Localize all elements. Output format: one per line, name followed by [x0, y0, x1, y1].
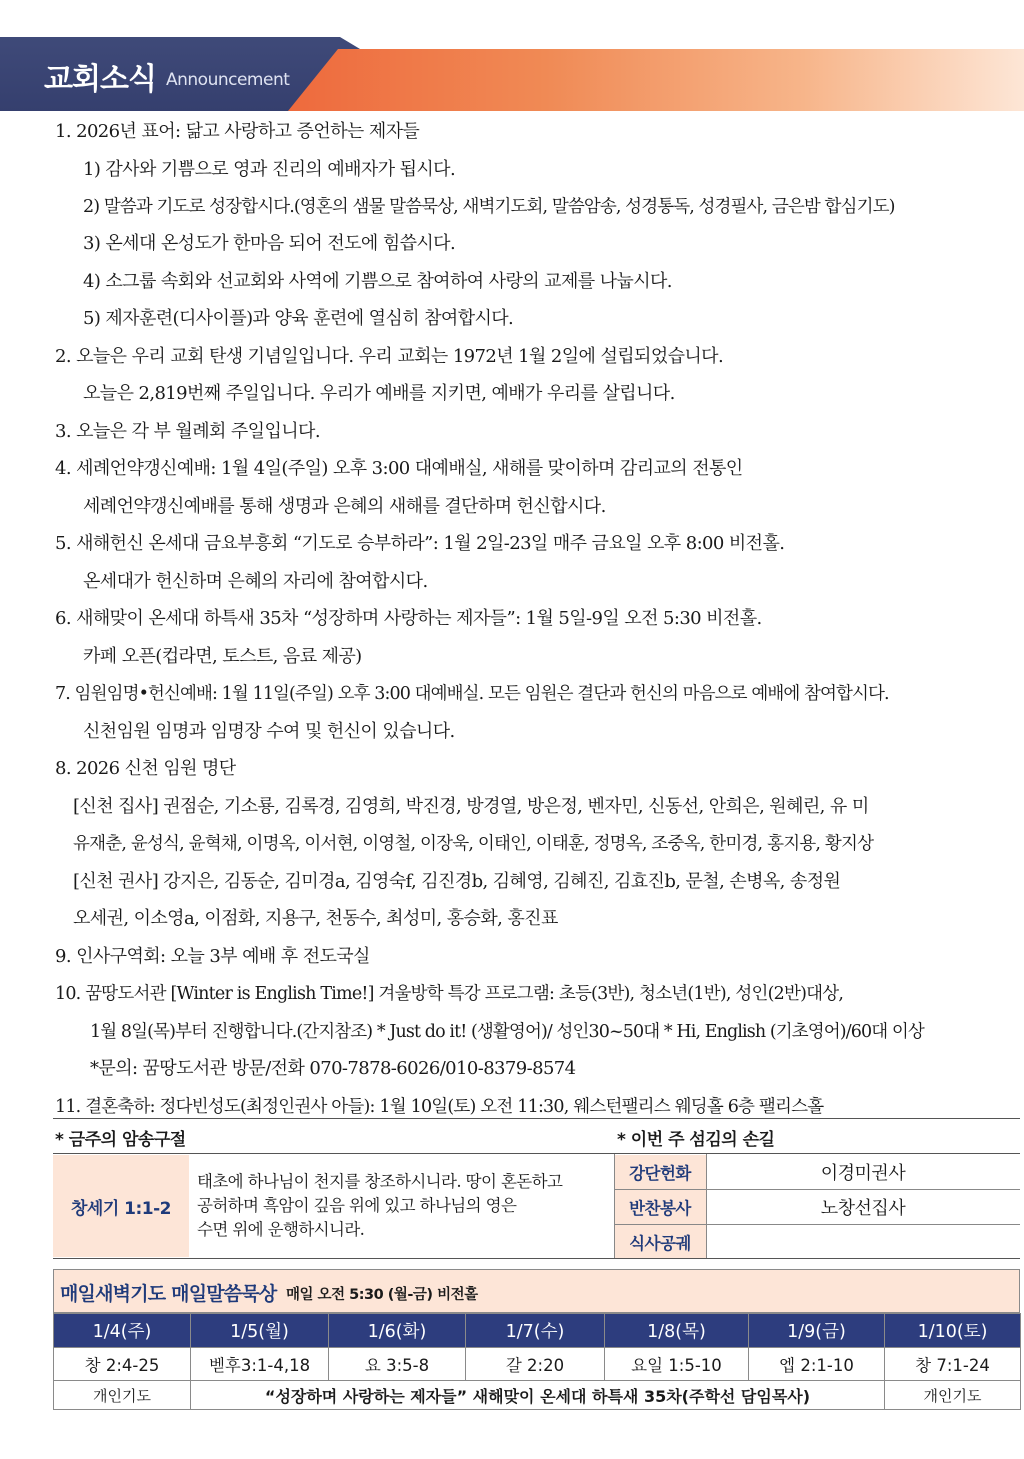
announcement-line: 11. 결혼축하: 정다빈성도(최정인권사 아들): 1월 10일(토) 오전 11:30, 웨스턴팰리스 웨딩홀 6층 팰리스홀	[55, 1097, 824, 1117]
announcement-line: 3. 오늘은 각 부 월례회 주일입니다.	[55, 421, 320, 442]
divider	[53, 1258, 1020, 1259]
announcement-line: 9. 인사구역회: 오늘 3부 예배 후 전도국실	[55, 946, 370, 967]
divider	[53, 1153, 1020, 1154]
verse-text	[197, 1170, 612, 1242]
divider	[53, 1118, 1020, 1119]
announcement-line: 10. 꿈땅도서관 [Winter is English Time!] 겨울방학 특강 프로그램: 초등(3반), 청소년(1반), 성인(2반)대상,	[55, 984, 844, 1004]
announcement-line: 세례언약갱신예배를 통해 생명과 은혜의 새해를 결단하며 헌신합시다.	[83, 496, 606, 517]
scripture-cell: 요 3:5-8	[329, 1348, 466, 1381]
section-subtitle: Announcement	[166, 70, 290, 90]
verse-line: 수면 위에 운행하시니라.	[197, 1220, 365, 1239]
table-border	[614, 1154, 615, 1258]
section-title: 교회소식	[44, 62, 156, 97]
service-name: 이경미권사	[820, 1163, 906, 1184]
day-cell: 1/6(화)	[329, 1314, 466, 1348]
scripture-cell: 창 2:4-25	[54, 1348, 191, 1381]
announcement-line: 오세권, 이소영a, 이점화, 지용구, 천동수, 최성미, 홍승화, 홍진표	[73, 908, 558, 929]
announcement-line: 카페 오픈(컵라면, 토스트, 음료 제공)	[83, 646, 362, 667]
announcement-line: 4. 세례언약갱신예배: 1월 4일(주일) 오후 3:00 대예배실, 새해를 맞이하며 감리교의 전통인	[55, 458, 743, 479]
day-cell: 1/7(수)	[466, 1314, 605, 1348]
announcement-line: 6. 새해맞이 온세대 하특새 35차 “성장하며 사랑하는 제자들”: 1월 5일-9일 오전 5:30 비전홀.	[55, 608, 762, 629]
service-role: 반찬봉사	[614, 1190, 706, 1224]
daily-prayer-schedule: 매일 오전 5:30 (월-금) 비전홀	[286, 1287, 478, 1303]
announcement-line: 유재춘, 윤성식, 윤혁채, 이명옥, 이서현, 이영철, 이장욱, 이태인, 이태훈, 정명옥, 조중옥, 한미경, 홍지용, 황지상	[73, 834, 874, 854]
day-cell: 1/4(주)	[54, 1314, 191, 1348]
announcement-line: 오늘은 2,819번째 주일입니다. 우리가 예배를 지키면, 예배가 우리를 살립니다.	[83, 383, 675, 404]
announcement-line: *문의: 꿈땅도서관 방문/전화 070-7878-6026/010-8379-8574	[90, 1058, 576, 1079]
service-role: 식사공궤	[614, 1225, 706, 1259]
service-name	[706, 1225, 1020, 1259]
scripture-cell: 벧후3:1-4,18	[191, 1348, 329, 1381]
announcement-line: [신천 집사] 권점순, 기소룡, 김록경, 김영희, 박진경, 방경열, 방은정, 벤자민, 신동선, 안희은, 원혜린, 유 미	[73, 796, 869, 817]
announcement-line: 5. 새해헌신 온세대 금요부흥회 “기도로 승부하라”: 1월 2일-23일 매주 금요일 오후 8:00 비전홀.	[55, 533, 785, 554]
scripture-cell: 갈 2:20	[466, 1348, 605, 1381]
day-cell: 1/8(목)	[605, 1314, 749, 1348]
announcement-line: 1월 8일(목)부터 진행합니다.(간지참조) * Just do it! (생활영어)/ 성인30~50대 * Hi, English (기초영어)/60대 이상	[90, 1022, 924, 1042]
scripture-cell: 요일 1:5-10	[605, 1348, 749, 1381]
announcement-line: 2) 말씀과 기도로 성장합시다.(영혼의 샘물 말씀묵상, 새벽기도회, 말씀암송, 성경통독, 성경필사, 금은밤 합심기도)	[83, 197, 895, 217]
table-border	[706, 1154, 707, 1258]
day-cell: 1/10(토)	[885, 1314, 1021, 1348]
verse-line: 공허하며 흑암이 깊음 위에 있고 하나님의 영은	[197, 1196, 517, 1215]
daily-reading-table	[53, 1313, 1021, 1410]
announcement-line: 5) 제자훈련(디사이플)과 양육 훈련에 열심히 참여합시다.	[83, 308, 514, 329]
announcement-line: 8. 2026 신천 임원 명단	[55, 758, 236, 779]
announcement-line: 2. 오늘은 우리 교회 탄생 기념일입니다. 우리 교회는 1972년 1월 2일에 설립되었습니다.	[55, 346, 724, 367]
verse-line: 태초에 하나님이 천지를 창조하시니라. 땅이 혼돈하고	[197, 1172, 563, 1191]
note-cell-center: “성장하며 사랑하는 제자들” 새해맞이 온세대 하특새 35차(주학선 담임목사)	[191, 1381, 885, 1410]
verse-reference: 창세기 1:1-2	[53, 1155, 189, 1257]
scripture-cell: 창 7:1-24	[885, 1348, 1021, 1381]
banner-orange-band	[288, 49, 1024, 111]
service-role: 강단헌화	[614, 1155, 706, 1189]
memory-verse-heading: * 금주의 암송구절	[55, 1130, 186, 1150]
table-border	[614, 1189, 1020, 1190]
table-border	[614, 1224, 1020, 1225]
service-heading: * 이번 주 섬김의 손길	[617, 1130, 775, 1150]
announcement-line: 온세대가 헌신하며 은혜의 자리에 참여합시다.	[83, 571, 428, 592]
note-cell: 개인기도	[885, 1381, 1021, 1410]
section-banner	[0, 37, 1024, 111]
announcement-line: 3) 온세대 온성도가 한마음 되어 전도에 힘씁시다.	[83, 233, 456, 254]
day-cell: 1/9(금)	[749, 1314, 885, 1348]
note-cell: 개인기도	[54, 1381, 191, 1410]
announcement-line: 4) 소그룹 속회와 선교회와 사역에 기쁨으로 참여하여 사랑의 교제를 나눕시다.	[83, 271, 672, 292]
service-name: 노창선집사	[820, 1198, 906, 1219]
day-cell: 1/5(월)	[191, 1314, 329, 1348]
announcement-line: 1. 2026년 표어: 닮고 사랑하고 증언하는 제자들	[55, 121, 420, 142]
announcement-line: 신천임원 임명과 임명장 수여 및 헌신이 있습니다.	[83, 721, 455, 742]
announcement-line: [신천 권사] 강지은, 김동순, 김미경a, 김영숙f, 김진경b, 김혜영, 김혜진, 김효진b, 문철, 손병옥, 송정원	[73, 871, 841, 892]
daily-prayer-title: 매일새벽기도 매일말씀묵상	[60, 1283, 277, 1305]
announcement-line: 1) 감사와 기쁨으로 영과 진리의 예배자가 됩시다.	[83, 159, 456, 180]
announcement-line: 7. 임원임명•헌신예배: 1월 11일(주일) 오후 3:00 대예배실. 모든 임원은 결단과 헌신의 마음으로 예배에 참여합시다.	[55, 684, 889, 704]
scripture-cell: 엡 2:1-10	[749, 1348, 885, 1381]
